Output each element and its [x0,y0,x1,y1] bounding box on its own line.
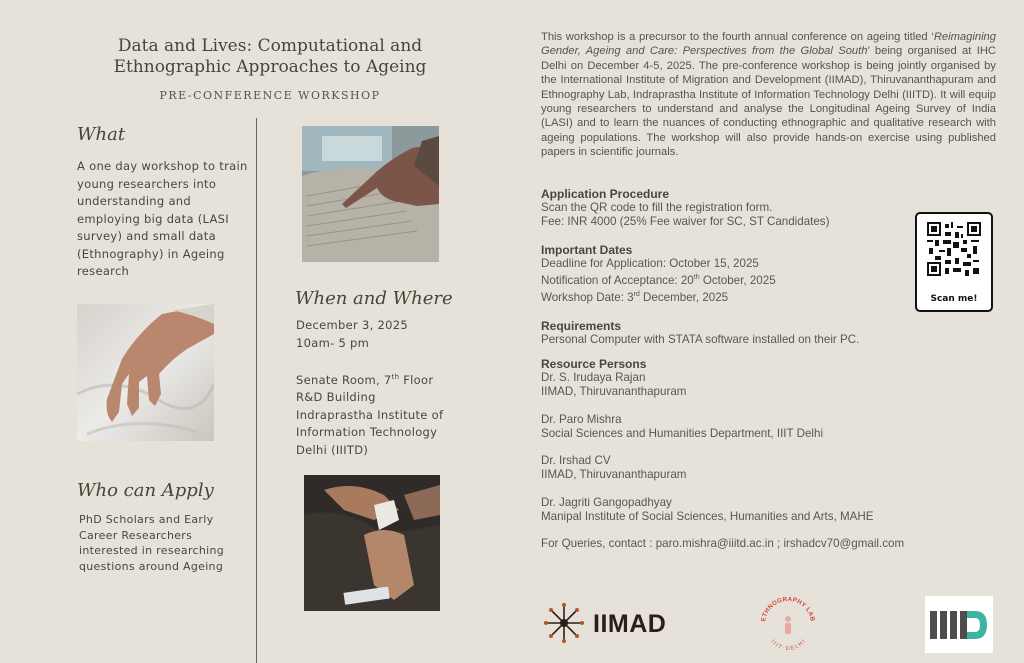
ethnography-arc-text: ETHNOGRAPHY LAB [760,595,816,623]
contact-line: For Queries, contact : paro.mishra@iiitd.ac.in ; irshadcv70@gmail.com [541,537,905,551]
venue-line1: Senate Room, 7th Floor [296,372,434,387]
what-text: A one day workshop to train young researchers into understanding and employing big data (LASI survey) and small data (Ethnography) in Ageing research [77,159,248,278]
page-title: Data and Lives: Computational and Ethnographic Approaches to Ageing [113,36,427,77]
qr-code-icon[interactable] [927,222,981,276]
resource-person: Dr. S. Irudaya Rajan IIMAD, Thiruvananthapuram [541,371,687,399]
ethnography-bottom-text: I I I T · D E L H I [769,638,807,653]
who-text: PhD Scholars and Early Career Researchers interested in researching questions around Ageing [79,513,225,573]
iimad-logo [541,600,681,646]
notification-date: Notification of Acceptance: 20th October, 2025 [541,273,776,287]
intro-paragraph: This workshop is a precursor to the fourth annual conference on ageing titled ‘Reimagining Gender, Ageing and Care: Perspectives from the Global South’ being organised at IHC Delhi on December 4-5, 2025. The pre-conference workshop is being jointly organised by the International Institute of Migration and Development (IIMAD), Thiruvananthapuram and Ethnography Lab, Indraprastha Institute of Information Technology Delhi (IIITD). It will equip young researchers to understand and analyse the Longitudinal Ageing Survey of India (LASI) and to learn the nuances of conducting ethnographic and qualitative research with ageing populations. The workshop will also provide hands-on exercise using published papers in scientific journals. [541,31,996,159]
qr-label: Scan me! [930,294,978,304]
who-heading: Who can Apply [77,480,214,501]
person-icon [785,616,791,634]
photo-elderly-hands [304,475,440,611]
resource-person: Dr. Jagriti Gangopadhyay Manipal Institute of Social Sciences, Humanities and Arts, MAHE [541,495,874,524]
what-heading: What [77,124,126,145]
event-time: 10am- 5 pm [296,335,370,350]
dates-heading: Important Dates [541,242,633,257]
column-divider [256,118,257,663]
venue-line2: R&D Building [296,390,376,405]
application-line1: Scan the QR code to fill the registration form. [541,201,773,214]
workshop-date: Workshop Date: 3rd December, 2025 [541,290,729,304]
resource-heading: Resource Persons [541,357,647,371]
qr-code-card[interactable] [915,212,993,312]
application-heading: Application Procedure [541,187,670,201]
iimad-wordmark: IIMAD [593,610,667,638]
ethnography-lab-logo [757,593,819,655]
resource-person: Dr. Paro Mishra Social Sciences and Humanities Department, IIIT Delhi [541,412,824,440]
when-where-heading: When and Where [295,288,453,309]
iimad-emblem-icon [541,600,587,646]
photo-reading-book [302,126,439,262]
venue-line3: Indraprastha Institute of Information Technology Delhi (IIITD) [296,407,444,457]
photo-hand-on-fabric [77,304,214,441]
requirements-heading: Requirements [541,319,622,334]
svg-text:I I I T · D E L H I [769,638,807,652]
resource-person: Dr. Irshad CV IIMAD, Thiruvananthapuram [541,454,687,482]
application-line2: Fee: INR 4000 (25% Fee waiver for SC, ST Candidates) [541,215,830,229]
page-subtitle: PRE-CONFERENCE WORKSHOP [159,89,381,102]
requirements-line: Personal Computer with STATA software installed on their PC. [541,333,860,347]
event-date: December 3, 2025 [296,318,408,332]
iiitd-emblem-icon [925,596,993,653]
iiitd-logo [925,596,993,653]
deadline-date: Deadline for Application: October 15, 2025 [541,256,759,270]
